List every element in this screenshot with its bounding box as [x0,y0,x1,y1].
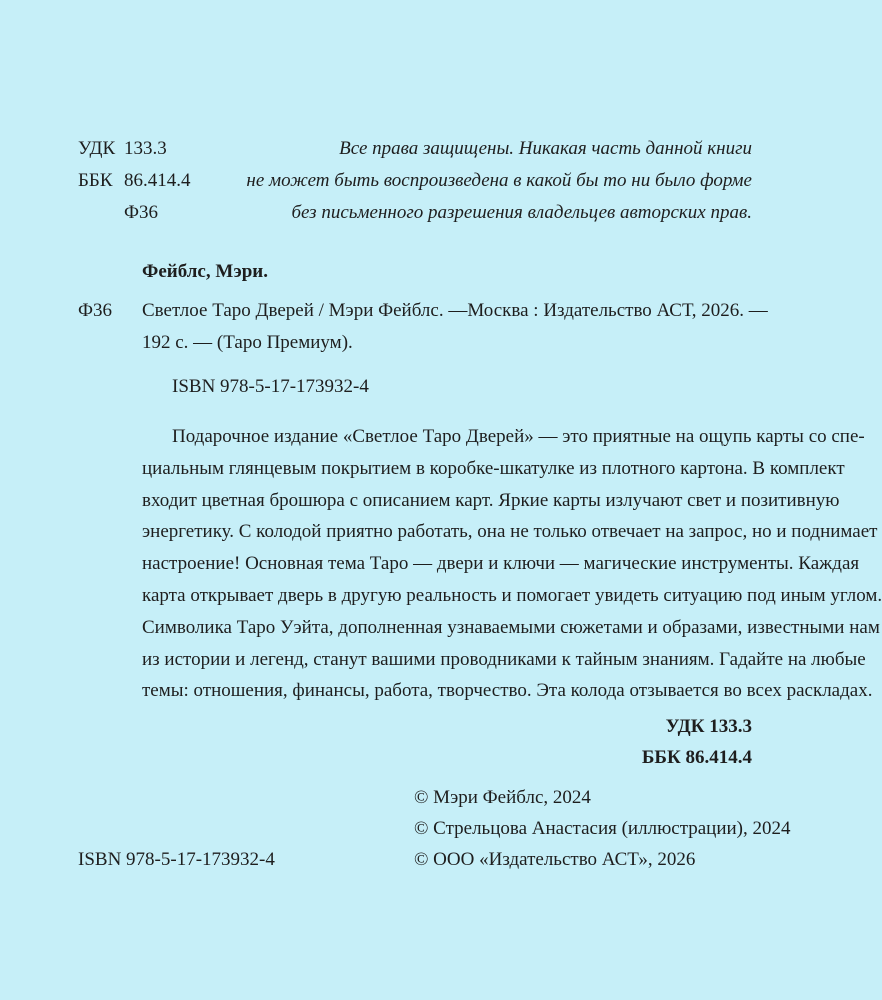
author-heading: Фейблс, Мэри. [142,261,268,282]
annotation-line: входит цветная брошюра с описанием карт. Яркие карты излучают свет и позитивную [142,489,840,511]
udk-value: 133.3 [124,138,167,159]
annotation-line: Символика Таро Уэйта, дополненная узнаваемыми сюжетами и образами, известными нам [142,616,880,638]
biblio-title: Светлое Таро Дверей / Мэри Фейблс. — [142,300,468,321]
rights-line: Все права защищены. Никакая часть данной книги [339,138,752,159]
biblio-publisher: Москва : Издательство АСТ, 2026. — [467,300,768,321]
isbn-bottom: ISBN 978-5-17-173932-4 [78,849,275,870]
classification-codes [78,138,191,234]
copyright-line: © Мэри Фейблс, 2024 [414,787,591,808]
bbk-label: ББК [78,170,113,191]
bibliographic-description [142,300,768,364]
udk-label: УДК [78,138,116,159]
cutter-mark: Ф36 [78,300,113,321]
biblio-line [142,300,768,332]
bottom-bbk: ББК 86.414.4 [641,747,752,768]
cutter-value: Ф36 [124,202,159,223]
annotation-line: настроение! Основная тема Таро — двери и ключи — магические инструменты. Каждая [142,553,860,575]
bottom-udk: УДК 133.3 [665,716,752,737]
bbk-value: 86.414.4 [124,170,191,191]
annotation-paragraph [142,426,882,712]
copyright-line: © ООО «Издательство АСТ», 2026 [414,849,696,870]
annotation-line: циальным глянцевым покрытием в коробке-шкатулке из плотного картона. В комплект [142,457,845,479]
annotation-line: карта открывает дверь в другую реальность и помогает увидеть ситуацию под иным углом. [142,584,882,606]
udk-row [78,138,191,170]
cutter-row [78,202,191,234]
isbn-main: ISBN 978-5-17-173932-4 [172,376,369,397]
bbk-row [78,170,191,202]
rights-line: не может быть воспроизведена в какой бы то ни было форме [246,170,752,191]
annotation-line: энергетику. С колодой приятно работать, она не только отвечает на запрос, но и поднимает [142,521,878,543]
annotation-line: темы: отношения, финансы, работа, творчество. Эта колода отзывается во всех раскладах. [142,680,873,702]
biblio-line: 192 с. — (Таро Премиум). [142,332,353,353]
annotation-line: из истории и легенд, станут вашими проводниками к тайным знаниям. Гадайте на любые [142,648,866,670]
bottom-classification-codes [642,716,752,778]
copyright-line: © Стрельцова Анастасия (иллюстрации), 2024 [414,818,791,839]
annotation-line: Подарочное издание «Светлое Таро Дверей» — это приятные на ощупь карты со спе- [172,426,865,447]
rights-line: без письменного разрешения владельцев авторских прав. [291,202,752,223]
copyright-block [414,787,791,880]
rights-notice [246,138,752,234]
